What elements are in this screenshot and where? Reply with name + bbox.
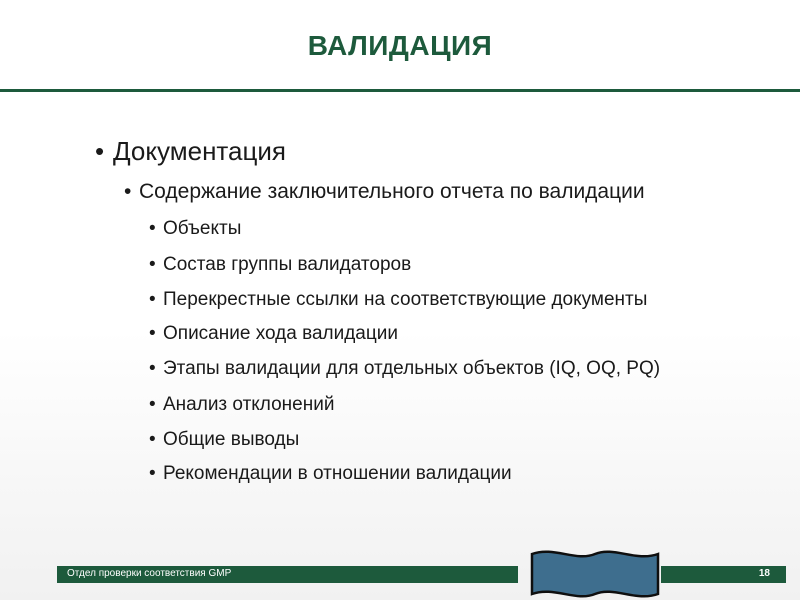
list-item: • Рекомендации в отношении валидации	[163, 463, 512, 485]
list-item: • Этапы валидации для отдельных объектов (IQ, OQ, PQ)	[163, 358, 660, 380]
list-item: • Объекты	[163, 218, 241, 240]
list-item: • Описание хода валидации	[163, 323, 398, 345]
list-item: • Общие выводы	[163, 429, 299, 451]
bullet-level2: • Содержание заключительного отчета по валидации	[139, 180, 645, 204]
list-item: • Состав группы валидаторов	[163, 254, 411, 276]
bullet-level1: • Документация	[113, 136, 286, 167]
footer-page-bar	[661, 566, 786, 583]
page-number: 18	[758, 568, 770, 579]
slide-title: ВАЛИДАЦИЯ	[307, 30, 493, 61]
footer-bar	[57, 566, 518, 583]
footer-department: Отдел проверки соответствия GMP	[67, 568, 232, 579]
list-item: • Анализ отклонений	[163, 394, 334, 416]
scroll-banner-icon	[528, 548, 662, 600]
list-item: • Перекрестные ссылки на соответствующие документы	[163, 289, 647, 311]
